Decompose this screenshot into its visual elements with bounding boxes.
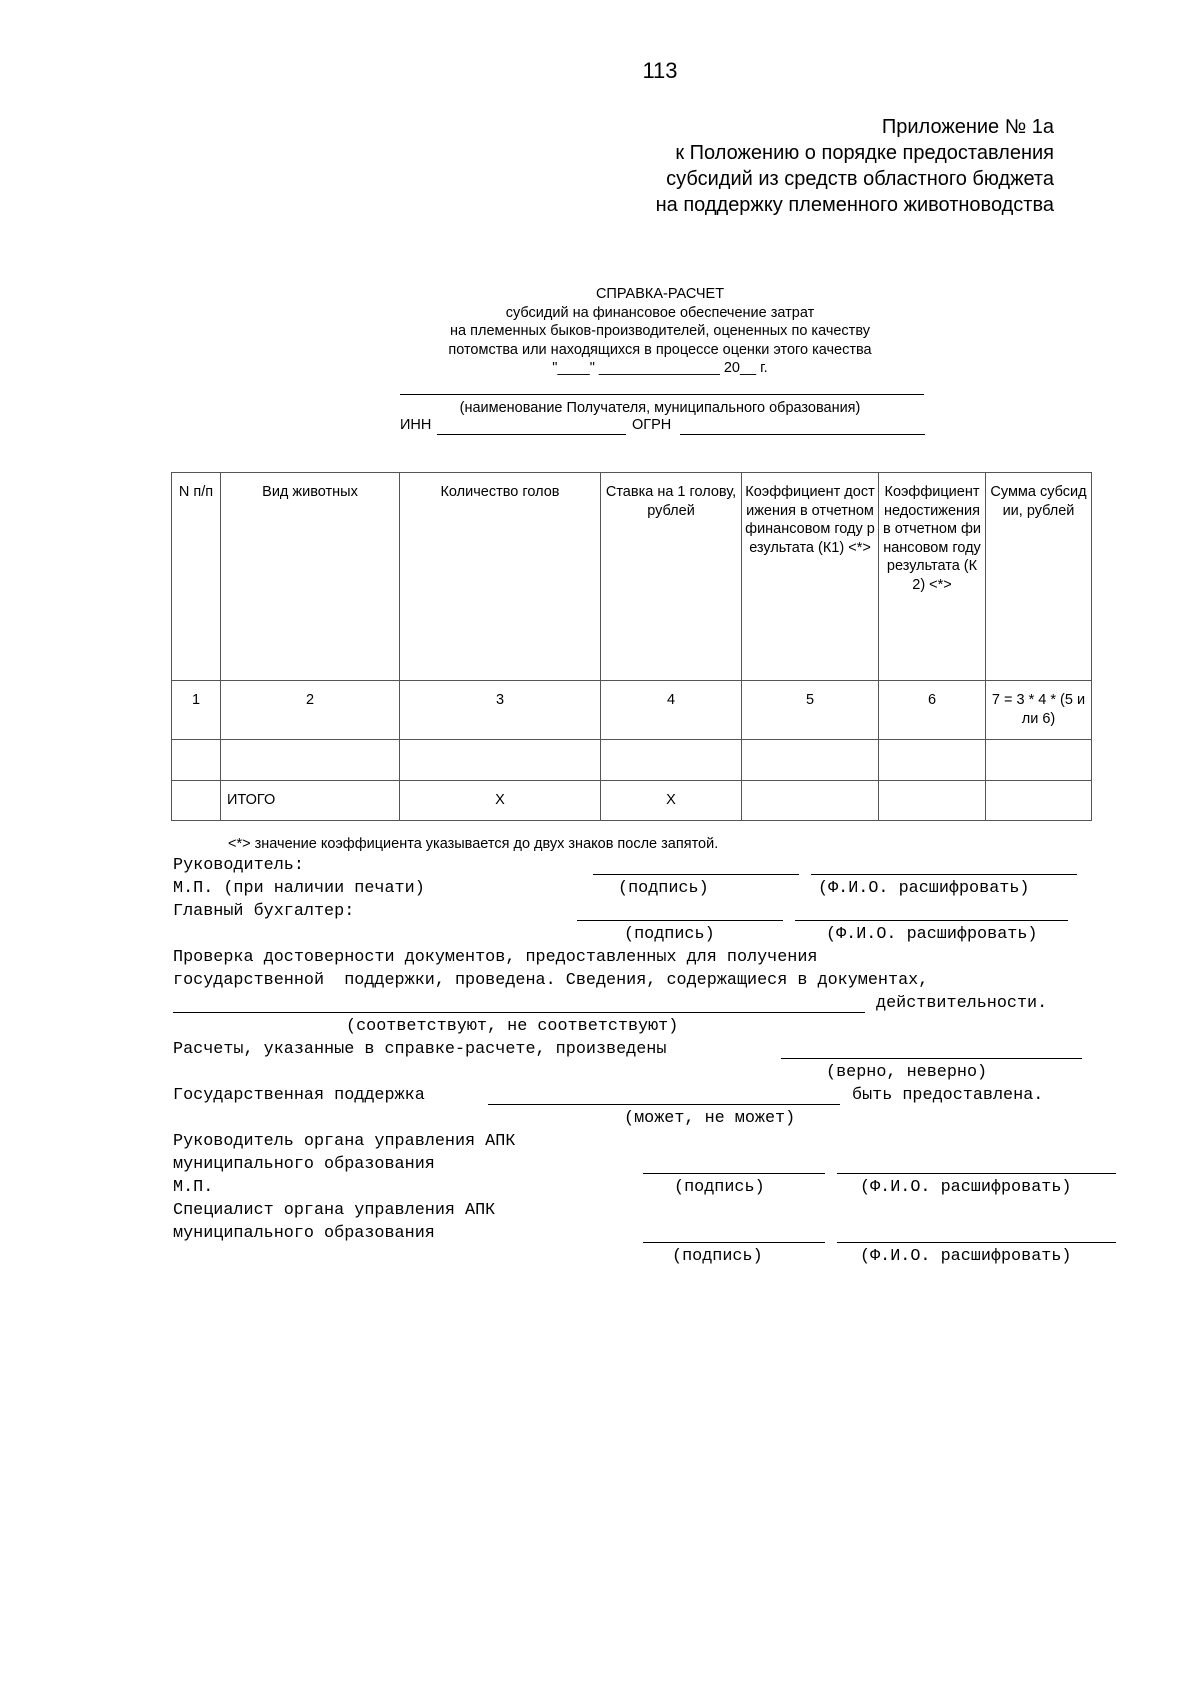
doc-subtitle-2: на племенных быков-производителей, оцененных по качеству bbox=[450, 323, 870, 339]
signature-caption: (подпись) bbox=[624, 925, 715, 944]
name-caption: (Ф.И.О. расшифровать) bbox=[818, 879, 1030, 898]
table-cell: 5 bbox=[742, 681, 879, 740]
table-cell: 7 = 3 * 4 * (5 или 6) bbox=[986, 681, 1092, 740]
recipient-underline bbox=[400, 394, 924, 395]
signature-caption: (подпись) bbox=[672, 1247, 763, 1266]
header-cell: Сумма субсидии, рублей bbox=[986, 473, 1092, 681]
inn-label: ИНН bbox=[400, 417, 432, 433]
head-name-line bbox=[811, 874, 1077, 875]
table-cell bbox=[221, 740, 400, 781]
stamp-label: М.П. (при наличии печати) bbox=[173, 879, 425, 898]
apk-head-line-2: муниципального образования bbox=[173, 1155, 435, 1174]
validity-word: действительности. bbox=[876, 994, 1048, 1013]
apk-head-name-line bbox=[837, 1173, 1116, 1174]
appendix-line-1: Приложение № 1а bbox=[881, 116, 1054, 138]
match-caption: (соответствуют, не соответствуют) bbox=[346, 1017, 679, 1036]
correct-caption: (верно, неверно) bbox=[826, 1063, 988, 1082]
table-cell bbox=[986, 740, 1092, 781]
table-cell bbox=[879, 781, 986, 821]
provided-word: быть предоставлена. bbox=[852, 1086, 1044, 1105]
may-caption: (может, не может) bbox=[624, 1109, 796, 1128]
doc-subtitle-1: субсидий на финансовое обеспечение затрат bbox=[505, 305, 815, 321]
table-cell bbox=[879, 740, 986, 781]
chief-accountant-label: Главный бухгалтер: bbox=[173, 902, 355, 921]
apk-head-line-1: Руководитель органа управления АПК bbox=[173, 1132, 516, 1151]
accountant-signature-line bbox=[577, 920, 783, 921]
appendix-line-4: на поддержку племенного животноводства bbox=[655, 194, 1054, 216]
head-signature-line bbox=[593, 874, 799, 875]
ogrn-label: ОГРН bbox=[632, 417, 672, 433]
signature-caption: (подпись) bbox=[618, 879, 709, 898]
table-cell bbox=[400, 740, 601, 781]
check-line-1: Проверка достоверности документов, предоставленных для получения bbox=[173, 948, 818, 967]
name-caption: (Ф.И.О. расшифровать) bbox=[860, 1247, 1072, 1266]
header-cell: Вид животных bbox=[221, 473, 400, 681]
table-cell bbox=[601, 740, 742, 781]
table-cell bbox=[742, 781, 879, 821]
accountant-name-line bbox=[795, 920, 1068, 921]
header-cell: Ставка на 1 голову, рублей bbox=[601, 473, 742, 681]
total-label: ИТОГО bbox=[221, 781, 400, 821]
calc-label: Расчеты, указанные в справке-расчете, произведены bbox=[173, 1040, 667, 1059]
stamp-short: М.П. bbox=[173, 1178, 214, 1197]
appendix-line-2: к Положению о порядке предоставления bbox=[675, 142, 1054, 164]
date-line: "____" _______________ 20__ г. bbox=[552, 360, 768, 376]
recipient-caption: (наименование Получателя, муниципального образования) bbox=[459, 400, 861, 416]
ogrn-underline bbox=[680, 434, 925, 435]
calc-underline bbox=[781, 1058, 1082, 1059]
table-cell bbox=[172, 740, 221, 781]
apk-spec-name-line bbox=[837, 1242, 1116, 1243]
table-row bbox=[172, 740, 1092, 781]
apk-spec-signature-line bbox=[643, 1242, 825, 1243]
check-line-2: государственной поддержки, проведена. Сведения, содержащиеся в документах, bbox=[173, 971, 929, 990]
appendix-line-3: субсидий из средств областного бюджета bbox=[666, 168, 1054, 190]
apk-spec-line-2: муниципального образования bbox=[173, 1224, 435, 1243]
support-underline bbox=[488, 1104, 840, 1105]
name-caption: (Ф.И.О. расшифровать) bbox=[826, 925, 1038, 944]
table-cell: 4 bbox=[601, 681, 742, 740]
inn-underline bbox=[437, 434, 626, 435]
doc-subtitle-3: потомства или находящихся в процессе оценки этого качества bbox=[448, 342, 872, 358]
table-header-row bbox=[172, 473, 1092, 681]
table-cell bbox=[986, 781, 1092, 821]
doc-title: СПРАВКА-РАСЧЕТ bbox=[595, 286, 725, 302]
header-cell: Коэффициент достижения в отчетном финансовом году результата (К1) <*> bbox=[742, 473, 879, 681]
table-cell: 6 bbox=[879, 681, 986, 740]
subsidy-table bbox=[171, 472, 1092, 821]
header-cell: N п/п bbox=[172, 473, 221, 681]
signature-caption: (подпись) bbox=[674, 1178, 765, 1197]
header-cell: Коэффициент недостижения в отчетном финансовом году результата (К2) <*> bbox=[879, 473, 986, 681]
table-cell: X bbox=[400, 781, 601, 821]
table-numbering-row bbox=[172, 681, 1092, 740]
table-cell: X bbox=[601, 781, 742, 821]
table-total-row bbox=[172, 781, 1092, 821]
match-underline bbox=[173, 1012, 865, 1013]
page-number: 113 bbox=[642, 58, 678, 83]
head-label: Руководитель: bbox=[173, 856, 304, 875]
table-cell: 2 bbox=[221, 681, 400, 740]
apk-head-signature-line bbox=[643, 1173, 825, 1174]
table-cell bbox=[742, 740, 879, 781]
table-cell: 3 bbox=[400, 681, 601, 740]
table-cell bbox=[172, 781, 221, 821]
name-caption: (Ф.И.О. расшифровать) bbox=[860, 1178, 1072, 1197]
footnote: <*> значение коэффициента указывается до двух знаков после запятой. bbox=[228, 836, 719, 852]
header-cell: Количество голов bbox=[400, 473, 601, 681]
apk-spec-line-1: Специалист органа управления АПК bbox=[173, 1201, 496, 1220]
table-cell: 1 bbox=[172, 681, 221, 740]
support-label: Государственная поддержка bbox=[173, 1086, 425, 1105]
